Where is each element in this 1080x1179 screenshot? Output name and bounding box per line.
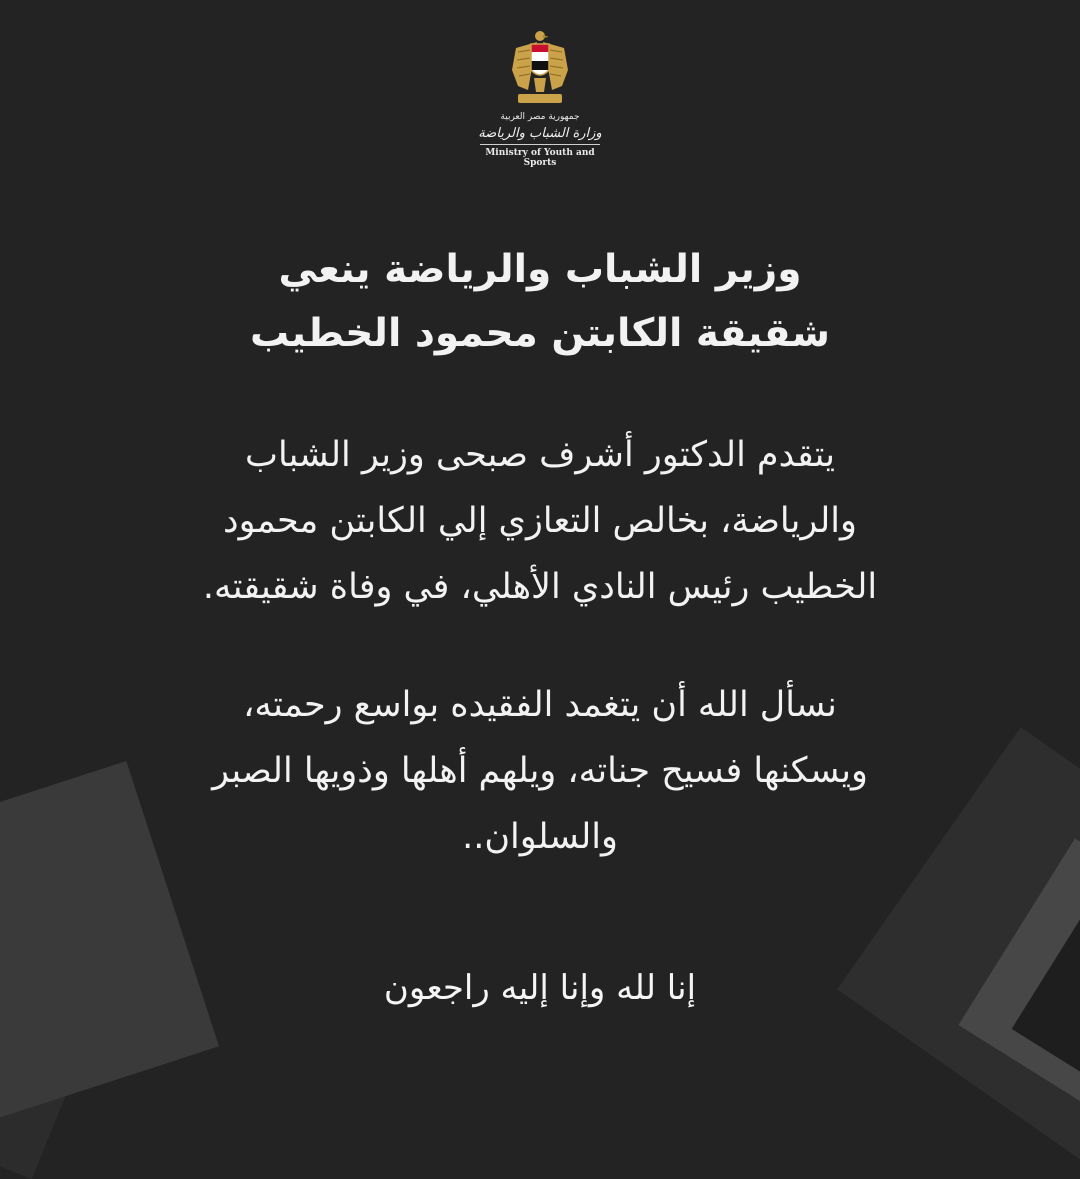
headline-line: وزير الشباب والرياضة ينعي xyxy=(278,247,802,292)
logo-divider xyxy=(480,144,600,145)
headline xyxy=(140,238,940,366)
ministry-logo xyxy=(470,28,610,168)
calligraphy-verse: إنا لله وإنا إليه راجعون xyxy=(383,968,697,1008)
paragraph-line: ويسكنها فسيح جناته، ويلهم أهلها وذويها الصبر xyxy=(212,751,868,791)
prayer-paragraph xyxy=(90,672,990,870)
paragraph-line: نسأل الله أن يتغمد الفقيده بواسع رحمته، xyxy=(243,685,837,725)
condolence-paragraph xyxy=(90,422,990,620)
eagle-emblem-icon xyxy=(510,28,570,108)
headline-line: شقيقة الكابتن محمود الخطيب xyxy=(250,311,830,356)
paragraph-line: والرياضة، بخالص التعازي إلي الكابتن محمود xyxy=(223,501,857,541)
logo-ministry-english: Ministry of Youth and Sports xyxy=(485,148,595,168)
paragraph-line: يتقدم الدكتور أشرف صبحى وزير الشباب xyxy=(245,435,835,475)
paragraph-line: والسلوان.. xyxy=(462,817,618,857)
logo-country-text: جمهورية مصر العربية xyxy=(500,112,580,122)
paragraph-line: الخطيب رئيس النادي الأهلي، في وفاة شقيقته. xyxy=(202,567,878,607)
logo-ministry-arabic: وزارة الشباب والرياضة xyxy=(478,126,602,141)
